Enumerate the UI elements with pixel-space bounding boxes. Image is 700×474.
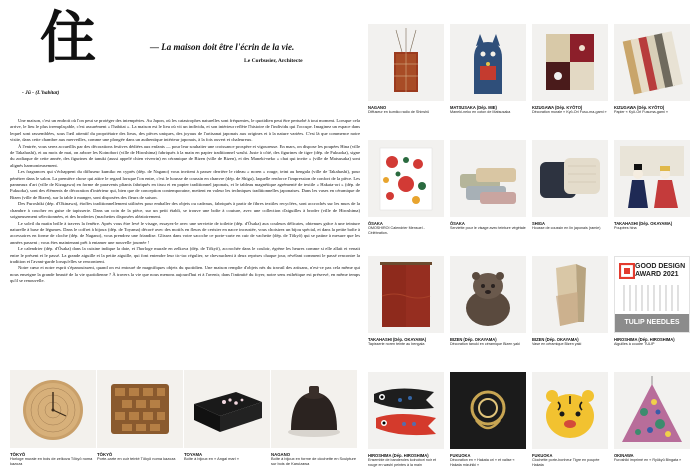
item-title: HIROSHIMA (Dép. HIROSHIMA) <box>614 337 675 342</box>
calendar-image <box>368 140 444 217</box>
bell-box-image <box>271 370 357 448</box>
product-title: NAGANO <box>271 452 291 457</box>
item-title: HIROSHIMA (Dép. HIROSHIMA) <box>368 453 429 458</box>
jewel-box-image <box>184 370 270 448</box>
paragraph: Une maison, c'est un endroit où l'on peut se protéger des intempéries. Au Japon, où les catastrophes naturelles sont fréquentes, le quotidien peut être perturbé à tout moment. Lorsque cela arrive, le lieu le plus irremplaçable, c'est assurément « l'habitat ». La maison est le lieu où vit un individu, et son intérieur reflète l'histoire de l'individu qui l'occupe. Imaginez un espace dans lequel sont rassemblées, sous l'œil attentif du propriétaire des lieux, des pièces uniques, des joyaux de l'artisanat japonais aux origines et à la nature variées. C'est là que commence notre visite, dans cette chambre aux merveilles, comme une plongée dans un authentique intérieur japonais, à la fois ouvert et chaleureux. <box>10 118 361 143</box>
section-label: - Jū - (L'habitat) <box>22 90 60 96</box>
product-desc: Porte-carte en cuir teinté Tōkyō noma kazoza <box>97 456 176 461</box>
grid-item-calendar <box>368 140 444 235</box>
paragraph: Le calendrier (dép. d'Ōsaka) dans la cuisine indique la date, et l'horloge murale en zelkova (dép. de Tōkyō), accrochée dans le couloir, égrène les heures comme si elle allait et venait entre le présent et le passé. La grande aiguille et la petite aiguille, qui font entendre leur tic-tac régulier, se chevauchent à deux reprises chaque jour, révélant comment le passé rencontre la tradition et l'avant-garde lorsqu'elles se rencontrent. <box>10 246 360 264</box>
item-desc: Serviette pour le visage avec teinture végétale <box>450 226 526 230</box>
item-desc: Ensemble de banderoles koinobori noir et rouge en washi peintes à la main <box>368 458 437 467</box>
item-desc: Clochette porte-bonheur Tigre en poupée Hakata <box>532 458 600 467</box>
koinobori-image <box>368 372 444 449</box>
maneki-neko-image <box>450 24 526 101</box>
grid-item-vase <box>532 256 608 347</box>
noren-image <box>368 256 444 333</box>
item-title: NAGANO <box>368 105 387 110</box>
good-design-logo-icon <box>619 263 635 279</box>
grid-item-maneki-neko <box>450 24 526 115</box>
item-title: KIZUGAWA (Dép. KYŌTO) <box>614 105 665 110</box>
card-holder-image <box>97 370 183 448</box>
item-title: KIZUGAWA (Dép. KYŌTO) <box>532 105 583 110</box>
grid-item-noren <box>368 256 444 347</box>
item-title: SHIGA <box>532 221 545 226</box>
furoshiki-image <box>614 372 690 449</box>
product-wall-clock <box>10 370 96 467</box>
good-design-line2: AWARD 2021 <box>635 271 679 278</box>
wall-decoration-image <box>532 24 608 101</box>
item-title: FUKUOKA <box>450 453 471 458</box>
grid-item-koinobori <box>368 372 444 467</box>
good-design-title <box>635 263 685 279</box>
item-title: TAKAHASHI (Dép. OKAYAMA) <box>368 337 427 342</box>
fusuma-paper-image <box>614 24 690 101</box>
grid-item-tulip-needles <box>614 256 690 347</box>
product-bell-box <box>271 370 357 467</box>
item-desc: Papier « Kyō-Ori Fusuma-gami » <box>614 110 668 114</box>
grid-item-tanuki <box>450 256 526 347</box>
product-card-holder <box>97 370 183 462</box>
paragraph: Les fragrances qui s'échappent du diffuseur kumiko en cyprès (dép. de Nagano) vous invitent à passer derrière le rideau « noren » rouge, teint au bengala (ville de Takahashi), pour pénétrer dans le salon. La première chose qui attire le regard lorsque l'on entre, c'est le housse de coussin en chanvre (dép. de Shiga), laquelle renforce l'impression de confort de la pièce. Les panneaux d'art (ville de Kizugawa) en forme de paravents pliants fabriqués en tissu et en papier traditionnel japonais, et le tableau magnétique agrémenté de textile « Hakata-ori » (dép. de Fukuoka), sont des éléments de décoration d'intérieur qui, bien que de conception contemporaine, mettent en valeur les techniques traditionnelles japonaises. Dans les vases en céramique de Bizen (ville de Bizen), sur la table à manger, sont disposées des fleurs de saison. <box>10 169 360 200</box>
grid-item-face-towel <box>450 140 526 231</box>
product-desc: Boîte à bijoux en forme de clochette en Sculpture sur bois de Karuizawa <box>271 456 356 466</box>
product-desc: Horloge murale en bois de zelkova Tōkyō noma kazoza <box>10 456 93 466</box>
item-title: BIZEN (Dép. OKAYAMA) <box>532 337 579 342</box>
good-design-line1: GOOD DESIGN <box>635 263 686 270</box>
quote: — La maison doit être l'écrin de la vie. <box>150 42 295 52</box>
product-title: TŌKYŌ <box>10 452 26 457</box>
face-towel-image <box>450 140 526 217</box>
grid-item-hina-dolls <box>614 140 690 231</box>
item-desc: Maneki-neko en coton de Matsusaka <box>450 110 511 114</box>
item-title: BIZEN (Dép. OKAYAMA) <box>450 337 497 342</box>
product-title: TOYAMA <box>184 452 203 457</box>
item-desc: Housse de coussin en lin japonais (ramie) <box>532 226 601 230</box>
grid-item-wall-deco <box>532 24 608 115</box>
grid-item-diffuser <box>368 24 444 115</box>
tanuki-image <box>450 256 526 333</box>
needles-icon <box>618 283 688 313</box>
paragraph: Notre cœur et notre esprit s'épanouissent, quand on est entouré de magnifiques objets du quotidien. Une maison remplie d'objets nés du travail des artisans, n'est-ce pas cela même qui nous enseigne la grande beauté de la vie quotidienne ? À travers la vie que nous menons aujourd'hui et à l'avenir, dans l'intimité du foyer, notre sens esthétique est préservé, en même temps qu'il se renouvelle. <box>10 265 360 284</box>
paragraph: Le soleil du matin brille à travers la fenêtre. Après vous être levé le visage, essayez-le avec une serviette de toilette (dép. d'Ōsaka) aux couleurs délicates, obtenues grâce à une teinture naturelle à base de légumes. Dans le coffret à bijoux (dép. de Toyama) décoré avec des motifs en fleurs de cerisier en nacre incrustée, vous choisirez un bijou spécial, et dans la petite boîte à accessoires en forme de cloche (dép. de Nagano), vous prendrez une friandise. Glissez dans votre sacoche ce porte-carte en cuir de vachette (dép. de Tōkyō) qui se patine à mesure que les années passent ; vous êtes maintenant prêt à entamer une nouvelle journée ! <box>10 220 360 245</box>
vase-image <box>532 256 608 333</box>
grid-item-furoshiki <box>614 372 690 463</box>
grid-item-cushion <box>532 140 608 231</box>
item-title: FUKUOKA <box>532 453 553 458</box>
paragraph: À l'entrée, vous serez accueillis par des décorations festives dédiées aux enfants — pour leur souhaiter une croissance prospère et vigoureuse. En mars, on dispose les poupées Hina (ville de Takahashi), et au mois de mai, on arbore les Koinobori (ville de Hiroshima) fabriqués à la main en papier traditionnel washi. Juste à côté, des figurines de tigre (dép. de Fukuoka), signe du zodiaque de cette année, des figurines de tanuki (aussi appelé chien viverrin) en céramique de Bizen (ville de Bizen), et des Maneki-neko « chat qui invite » (ville de Matsusaka) sont alignés harmonieusement. <box>10 143 360 168</box>
quote-author: Le Corbusier, Architecte <box>244 58 303 64</box>
item-desc: Décoration tanuki en céramique Bizen yaki <box>450 342 520 346</box>
product-title: TŌKYŌ <box>97 452 113 457</box>
item-title: ŌSAKA <box>368 221 383 226</box>
item-desc: OMOSHIROI Calendrier Mensuel -Célébration- <box>368 226 425 235</box>
diffuser-image <box>368 24 444 101</box>
tiger-bell-image <box>532 372 608 449</box>
product-desc: Boîte à bijoux en « Angai mari » <box>184 456 239 461</box>
item-desc: Décoration murale « Kyō-Ori Fusu-ma-gami » <box>532 110 607 114</box>
grid-item-tiger-bell <box>532 372 608 467</box>
item-title: MATSUSAKA (Dép. MIE) <box>450 105 497 110</box>
grid-item-hakata-ori <box>450 372 526 467</box>
right-page <box>362 0 700 474</box>
item-desc: Diffuseur en kumiko radio de Shinshū <box>368 110 430 114</box>
product-jewel-box <box>184 370 270 462</box>
item-desc: Vase en céramique Bizen yaki <box>532 342 582 346</box>
tulip-needles-label: TULIP NEEDLES <box>615 314 689 332</box>
kanji-title: 住 <box>40 5 94 71</box>
hakata-ori-image <box>450 372 526 449</box>
paragraph: Des Furoshiki (dép. d'Okinawa), étoffes traditionnellement utilisées pour emballer des objets ou cadeaux, fabriqués à partir de fibres textiles recyclées, sont accrochés sur les murs de la chambre à coucher en guise de tapisserie. Dans un coin de la pièce, sur un petit établi, se trouve une boîte à couture, avec une collection d'aiguilles à broder (ville de Hiroshima) soigneusement sélectionnées, et des broderies (machettes disposées aléatoirement. <box>10 201 360 220</box>
body-text <box>10 118 360 285</box>
hina-dolls-image <box>614 140 690 217</box>
item-title: OKINAWA <box>614 453 634 458</box>
grid-item-fusuma-paper <box>614 24 690 115</box>
item-desc: Décoration en « Hakata ori » et valise « Hakata mizuhiki » <box>450 458 515 467</box>
item-desc: Tapisserie noren teinte au bengala <box>368 342 425 346</box>
cushion-image <box>532 140 608 217</box>
good-design-award-image <box>614 256 690 333</box>
wall-clock-image <box>10 370 96 448</box>
item-title: ŌSAKA <box>450 221 465 226</box>
item-desc: Aiguilles à coudre TULIP <box>614 342 655 346</box>
item-title: TAKAHASHI (Dép. OKAYAMA) <box>614 221 673 226</box>
item-desc: Poupées hina <box>614 226 637 230</box>
item-desc: Furoshiki imprimé en « Ryūkyū Bingata » <box>614 458 682 462</box>
